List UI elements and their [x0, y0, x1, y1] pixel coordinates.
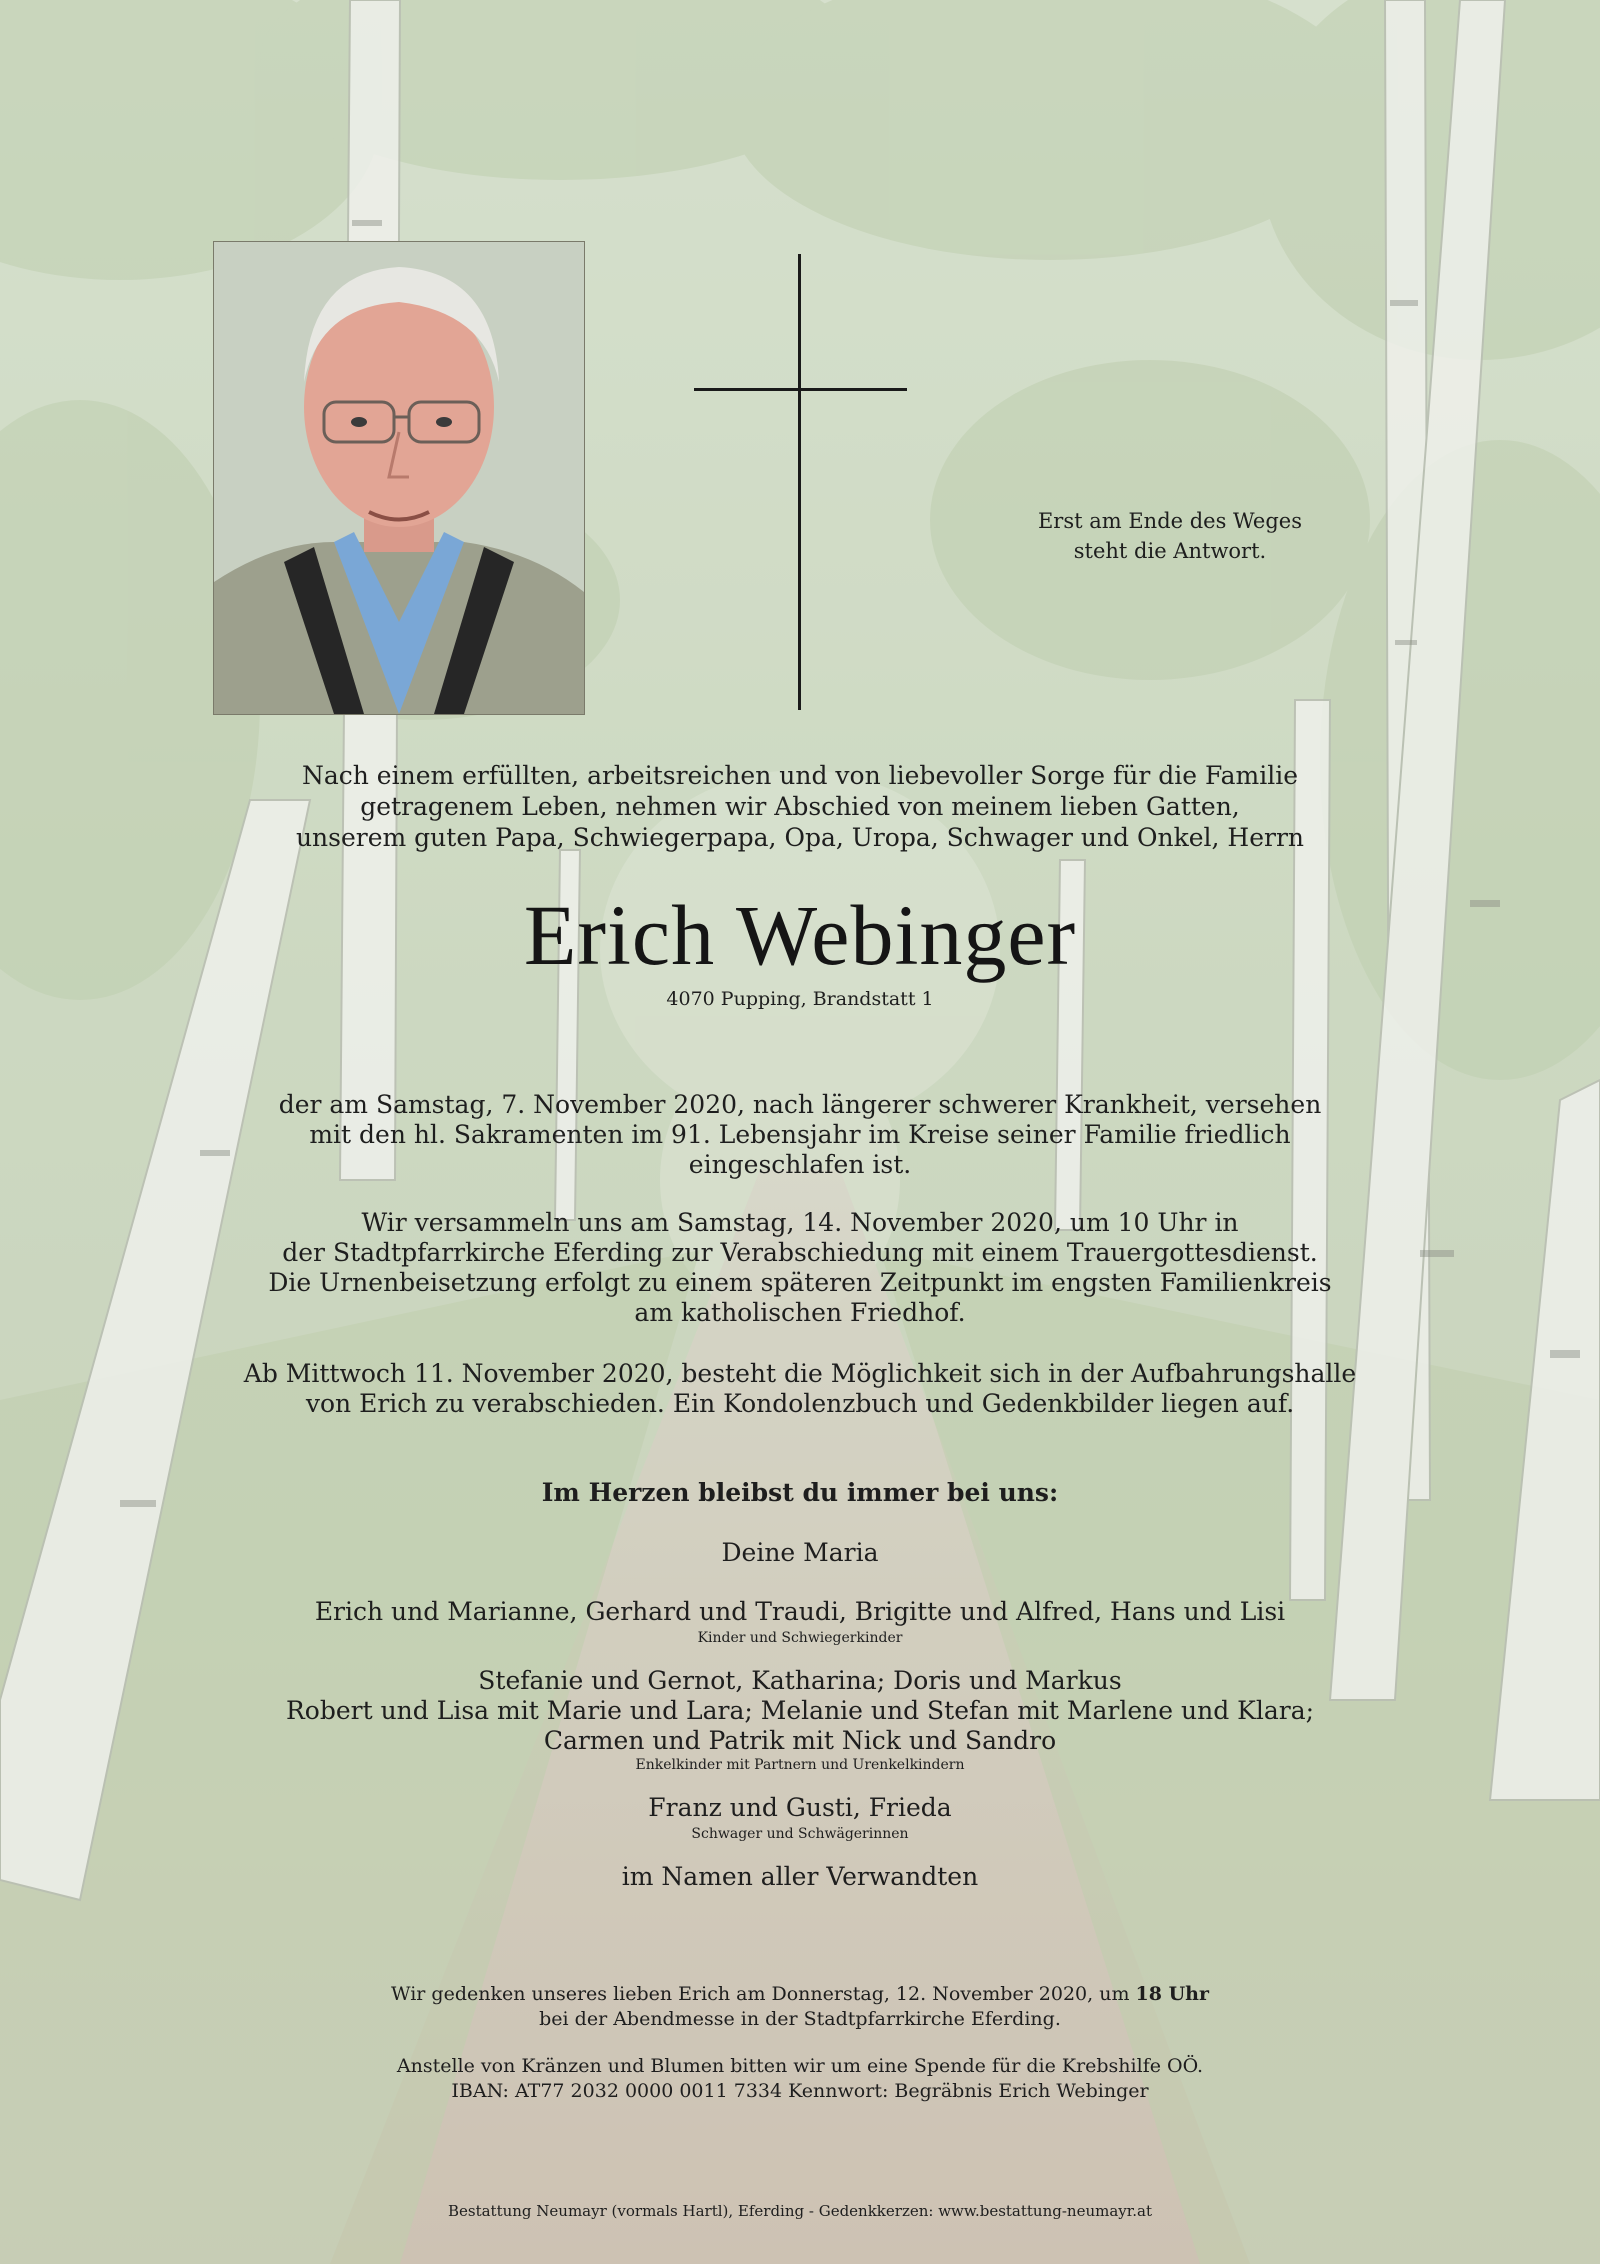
funeral-home-footer: Bestattung Neumayr (vormals Hartl), Eferding - Gedenkkerzen: www.bestattung-neumayr.at [447, 2202, 1153, 2220]
intro-line: Nach einem erfüllten, arbeitsreichen und von liebevoller Sorge für die Familie [301, 761, 1299, 790]
intro-text [0, 760, 1600, 853]
service-line: der Stadtpfarrkirche Eferding zur Verabschiedung mit einem Trauergottesdienst. [282, 1238, 1318, 1267]
mourners-heading: Im Herzen bleibst du immer bei uns: [541, 1478, 1059, 1507]
intro-line: unserem guten Papa, Schwiegerpapa, Opa, Uropa, Schwager und Onkel, Herrn [295, 823, 1305, 852]
mourner-grandchildren [0, 1666, 1600, 1756]
mourner-inlaws-label: Schwager und Schwägerinnen [691, 1826, 909, 1842]
mourner-grandchildren-label: Enkelkinder mit Partnern und Urenkelkindern [635, 1757, 965, 1773]
service-line: Wir versammeln uns am Samstag, 14. November 2020, um 10 Uhr in [361, 1208, 1239, 1237]
donation-request [0, 2054, 1600, 2104]
memorial-line: bei der Abendmesse in der Stadtpfarrkirche Eferding. [539, 2008, 1061, 2030]
service-line: am katholischen Friedhof. [634, 1298, 966, 1327]
quote-line: Erst am Ende des Weges [1037, 509, 1303, 533]
grandchildren-line: Carmen und Patrik mit Nick und Sandro [543, 1726, 1057, 1755]
donation-line: Anstelle von Kränzen und Blumen bitten wir um eine Spende für die Krebshilfe OÖ. [396, 2055, 1204, 2077]
cross-horizontal-bar [694, 388, 907, 391]
memorial-text: Wir gedenken unseres lieben Erich am Donnerstag, 12. November 2020, um [391, 1983, 1136, 2005]
mourner-children-label: Kinder und Schwiegerkinder [697, 1630, 903, 1646]
service-line: Die Urnenbeisetzung erfolgt zu einem späteren Zeitpunkt im engsten Familienkreis [268, 1268, 1332, 1297]
viewing-line: Ab Mittwoch 11. November 2020, besteht die Möglichkeit sich in der Aufbahrungshalle [243, 1359, 1357, 1388]
cross-vertical-bar [798, 254, 801, 710]
deceased-address: 4070 Pupping, Brandstatt 1 [666, 988, 934, 1010]
intro-line: getragenem Leben, nehmen wir Abschied von meinem lieben Gatten, [360, 792, 1240, 821]
memorial-mass [0, 1982, 1600, 2032]
service-info [0, 1208, 1600, 1328]
memorial-line [0, 1982, 1600, 2007]
grandchildren-line: Robert und Lisa mit Marie und Lara; Melanie und Stefan mit Marlene und Klara; [285, 1696, 1315, 1725]
death-notice [0, 1090, 1600, 1180]
viewing-line: von Erich zu verabschieden. Ein Kondolenzbuch und Gedenkbilder liegen auf. [305, 1389, 1295, 1418]
mourner-spouse: Deine Maria [721, 1538, 879, 1567]
deceased-name: Erich Webinger [523, 887, 1077, 983]
death-notice-line: mit den hl. Sakramenten im 91. Lebensjahr im Kreise seiner Familie friedlich [309, 1120, 1291, 1149]
donation-line: IBAN: AT77 2032 0000 0011 7334 Kennwort: Begräbnis Erich Webinger [451, 2080, 1149, 2102]
grandchildren-line: Stefanie und Gernot, Katharina; Doris und Markus [478, 1666, 1122, 1695]
mourner-relatives: im Namen aller Verwandten [621, 1862, 979, 1891]
epitaph-quote [990, 506, 1350, 566]
portrait-photo [213, 241, 585, 715]
viewing-info [0, 1359, 1600, 1419]
quote-line: steht die Antwort. [1073, 539, 1267, 563]
death-notice-line: eingeschlafen ist. [688, 1150, 912, 1179]
memorial-time: 18 Uhr [1135, 1983, 1209, 2005]
mourner-children: Erich und Marianne, Gerhard und Traudi, Brigitte und Alfred, Hans und Lisi [314, 1597, 1286, 1626]
death-notice-line: der am Samstag, 7. November 2020, nach längerer schwerer Krankheit, versehen [278, 1090, 1322, 1119]
mourner-inlaws: Franz und Gusti, Frieda [648, 1793, 952, 1822]
